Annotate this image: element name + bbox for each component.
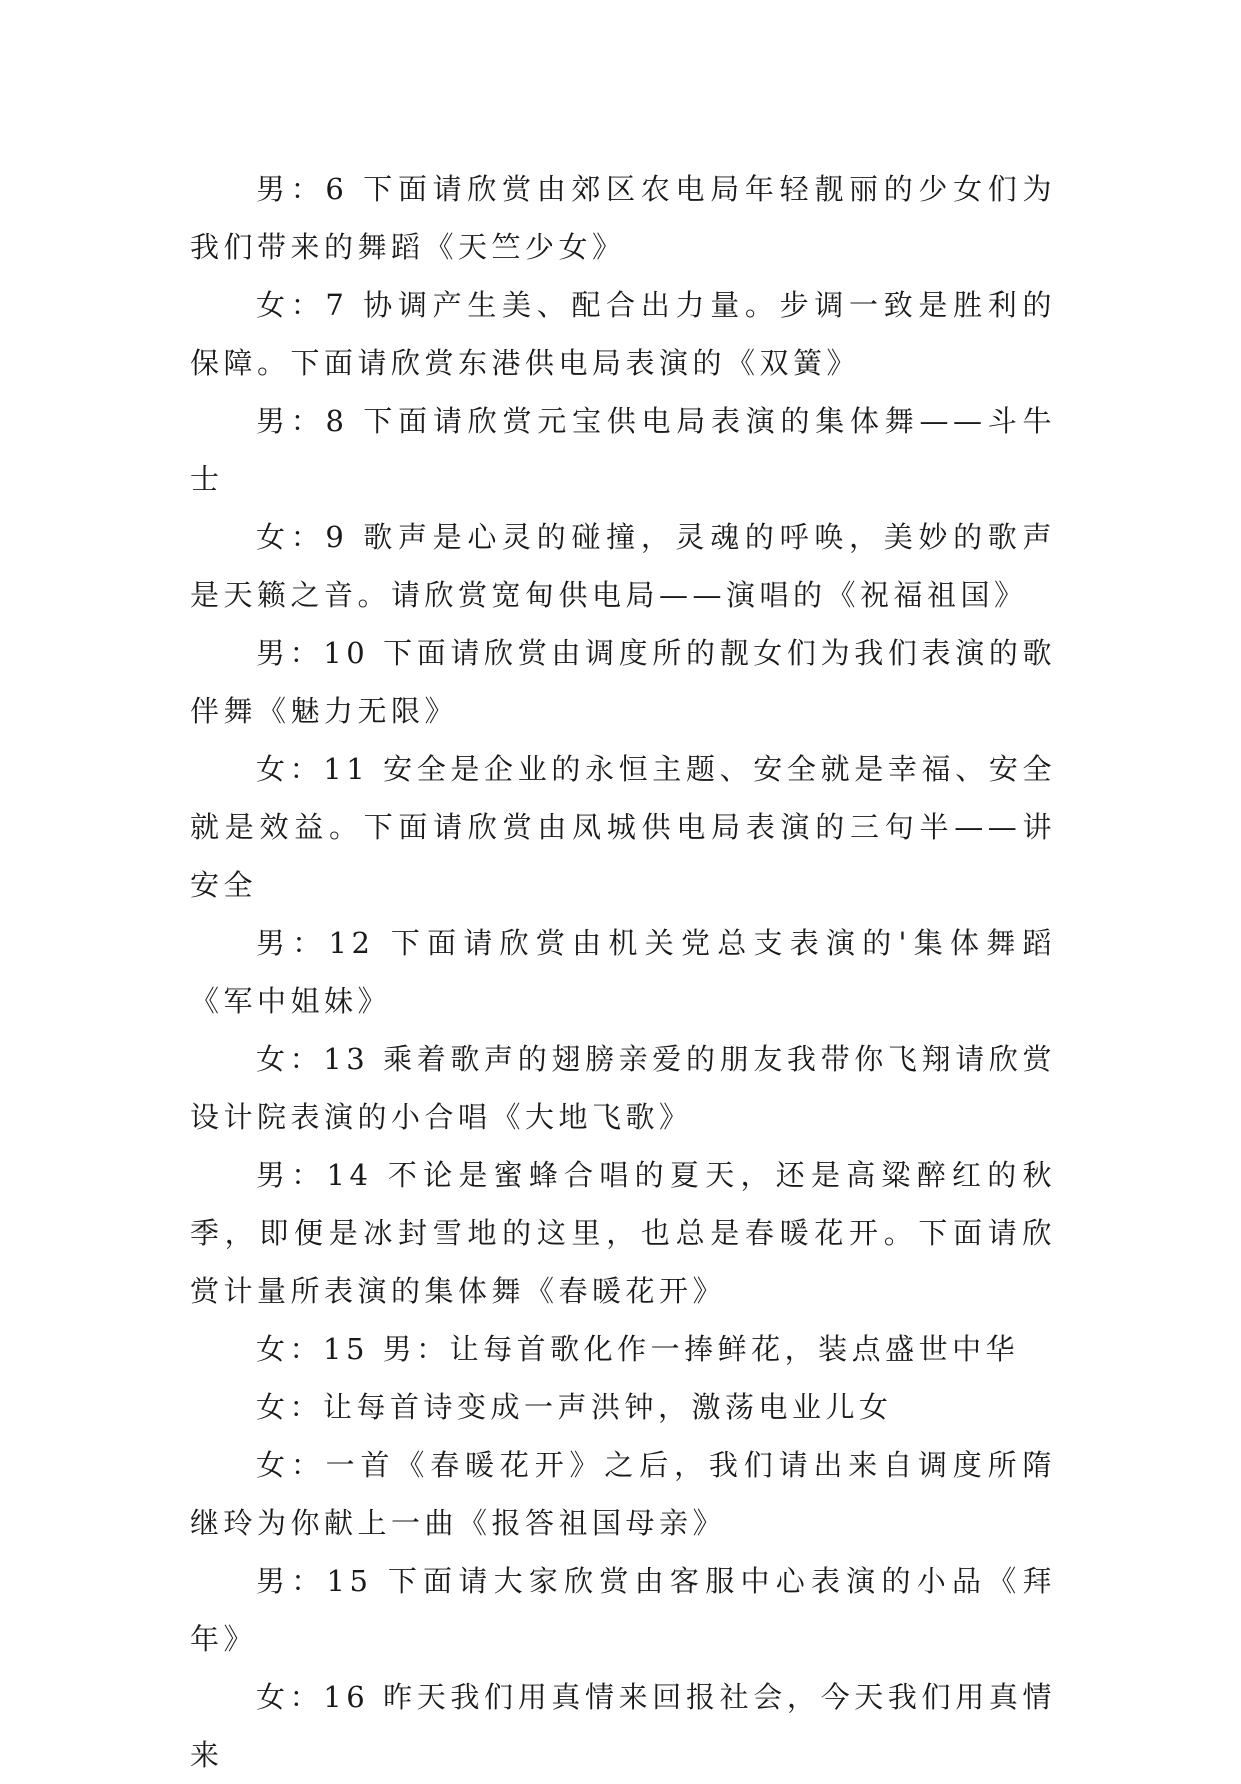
paragraph-4: 女：9 歌声是心灵的碰撞，灵魂的呼唤，美妙的歌声是天籁之音。请欣赏宽甸供电局——演唱的《祝福祖国》 [190, 520, 1056, 612]
paragraph-3: 男：8 下面请欣赏元宝供电局表演的集体舞——斗牛士 [190, 404, 1056, 496]
paragraph-8: 女：13 乘着歌声的翅膀亲爱的朋友我带你飞翔请欣赏设计院表演的小合唱《大地飞歌》 [190, 1042, 1056, 1134]
paragraph-13: 男：15 下面请大家欣赏由客服中心表演的小品《拜年》 [190, 1564, 1056, 1656]
paragraph-6: 女：11 安全是企业的永恒主题、安全就是幸福、安全就是效益。下面请欣赏由凤城供电局表演的三句半——讲安全 [190, 752, 1056, 902]
paragraph-2: 女：7 协调产生美、配合出力量。步调一致是胜利的保障。下面请欣赏东港供电局表演的《双簧》 [190, 288, 1056, 380]
document-body [190, 160, 1056, 1784]
paragraph-7: 男：12 下面请欣赏由机关党总支表演的'集体舞蹈《军中姐妹》 [190, 926, 1056, 1018]
paragraph-1: 男：6 下面请欣赏由郊区农电局年轻靓丽的少女们为我们带来的舞蹈《天竺少女》 [190, 172, 1056, 264]
paragraph-10: 女：15 男：让每首歌化作一捧鲜花，装点盛世中华 [256, 1332, 1020, 1366]
paragraph-11: 女：让每首诗变成一声洪钟，激荡电业儿女 [256, 1390, 893, 1424]
paragraph-12: 女：一首《春暖花开》之后，我们请出来自调度所隋继玲为你献上一曲《报答祖国母亲》 [190, 1448, 1056, 1540]
paragraph-14: 女：16 昨天我们用真情来回报社会，今天我们用真情来 [190, 1680, 1056, 1772]
paragraph-9: 男：14 不论是蜜蜂合唱的夏天，还是高粱醉红的秋季，即便是冰封雪地的这里，也总是春暖花开。下面请欣赏计量所表演的集体舞《春暖花开》 [190, 1158, 1056, 1308]
paragraph-5: 男：10 下面请欣赏由调度所的靓女们为我们表演的歌伴舞《魅力无限》 [190, 636, 1056, 728]
